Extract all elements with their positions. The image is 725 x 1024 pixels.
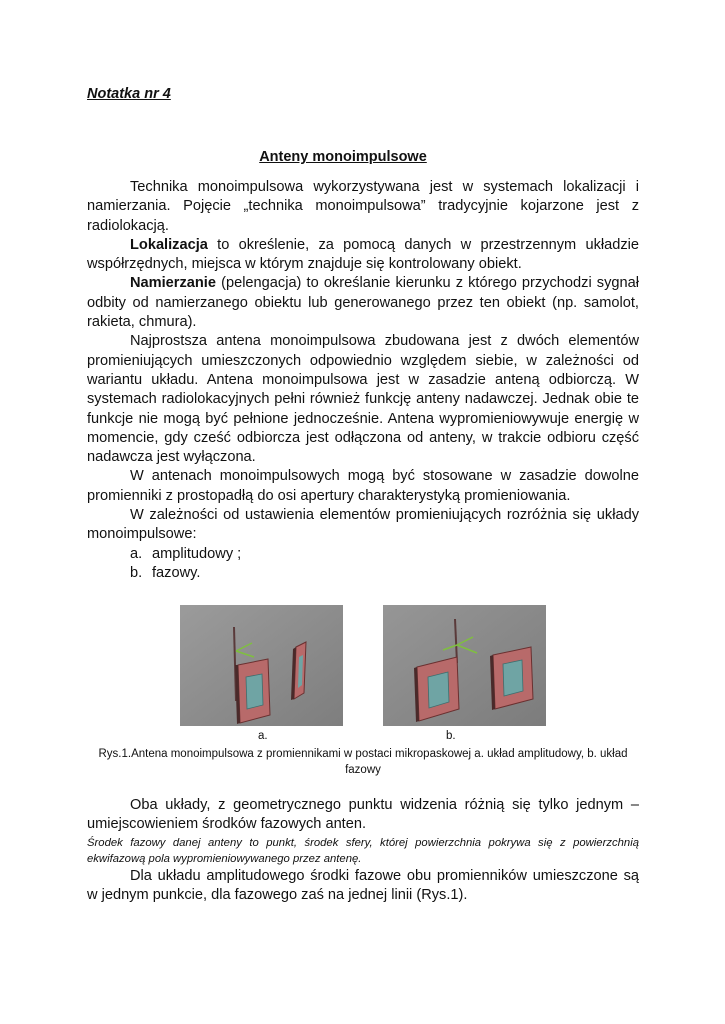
list-item-text: amplitudowy ;	[152, 545, 242, 562]
system-type-list	[87, 545, 639, 584]
term-lokalizacja: Lokalizacja	[130, 236, 208, 253]
term-namierzanie: Namierzanie	[130, 275, 216, 292]
definition-namierzanie: (pelengacja) to określanie kierunku z którego przychodzi sygnał odbity od namierzanego obiektu lub generowanego przez ten obiekt (np. samolot, rakieta, chmura).	[87, 275, 639, 331]
paragraph-lokalizacja	[87, 236, 639, 275]
list-item	[130, 545, 639, 564]
body-text-continued	[87, 796, 639, 905]
paragraph-promienniki: W antenach monoimpulsowych mogą być stosowane w zasadzie dowolne promienniki z prostopadłą do osi apertury charakterystyką promieniowania.	[87, 468, 639, 504]
definition-phase-center: Środek fazowy danej anteny to punkt, środek sfery, której powierzchnia pokrywa się z powierzchnią ekwifazową pola wypromieniowywanego przez antenę.	[87, 836, 639, 865]
patch-center-left	[246, 674, 263, 709]
note-title: Notatka nr 4	[87, 86, 171, 102]
antenna-render-a	[180, 605, 343, 726]
figure-caption: Rys.1.Antena monoimpulsowa z promiennikami w postaci mikropaskowej a. układ amplitudowy, b. układ fazowy	[98, 748, 628, 776]
list-marker: b.	[130, 564, 143, 581]
figure-amplitude-render	[180, 605, 343, 726]
list-item	[130, 564, 639, 583]
paragraph-uklady: W zależności od ustawienia elementów promieniujących rozróżnia się układy monoimpulsowe:	[87, 507, 639, 543]
antenna-render-b	[383, 605, 546, 726]
definition-lokalizacja: to określenie, za pomocą danych w przestrzennym układzie współrzędnych, miejsca w którym znajduje się kontrolowany obiekt.	[87, 236, 639, 273]
figure-label-b: b.	[446, 730, 456, 742]
paragraph-srodki-fazowe: Dla układu amplitudowego środki fazowe obu promienników umieszczone są w jednym punkcie, dla fazowego zaś na jednej linii (Rys.1).	[87, 867, 639, 903]
paragraph-oba-uklady: Oba układy, z geometrycznego punktu widzenia różnią się tylko jednym – umiejscowieniem środków fazowych anten.	[87, 797, 639, 833]
figure-label-a: a.	[258, 730, 268, 742]
patch-center-right	[503, 660, 523, 696]
paragraph-intro: Technika monoimpulsowa wykorzystywana jest w systemach lokalizacji i namierzania. Pojęcie „technika monoimpulsowa” tradycyjnie kojarzone jest z radiolokacją.	[87, 179, 639, 234]
paragraph-namierzanie	[87, 274, 639, 332]
list-marker: a.	[130, 545, 143, 562]
list-item-text: fazowy.	[152, 564, 201, 581]
body-text	[87, 178, 639, 583]
page-title: Anteny monoimpulsowe	[259, 149, 427, 165]
patch-center-left	[428, 672, 449, 708]
paragraph-najprostsza: Najprostsza antena monoimpulsowa zbudowana jest z dwóch elementów promieniujących umieszczonych odpowiednio względem siebie, w zależności od wariantu układu. Antena monoimpulsowa jest w zasadzie anteną odbiorczą. W systemach radiolokacyjnych pełni również funkcję anteny nadawczej. Jednak obie te funkcje nie mogą być pełnione jednocześnie. Antena wypromieniowywuje energię w momencie, gdy cześć odbiorcza jest odłączona od anteny, w trakcie odbioru część nadawcza jest wyłączona.	[87, 333, 639, 466]
figure-phase-render	[383, 605, 546, 726]
